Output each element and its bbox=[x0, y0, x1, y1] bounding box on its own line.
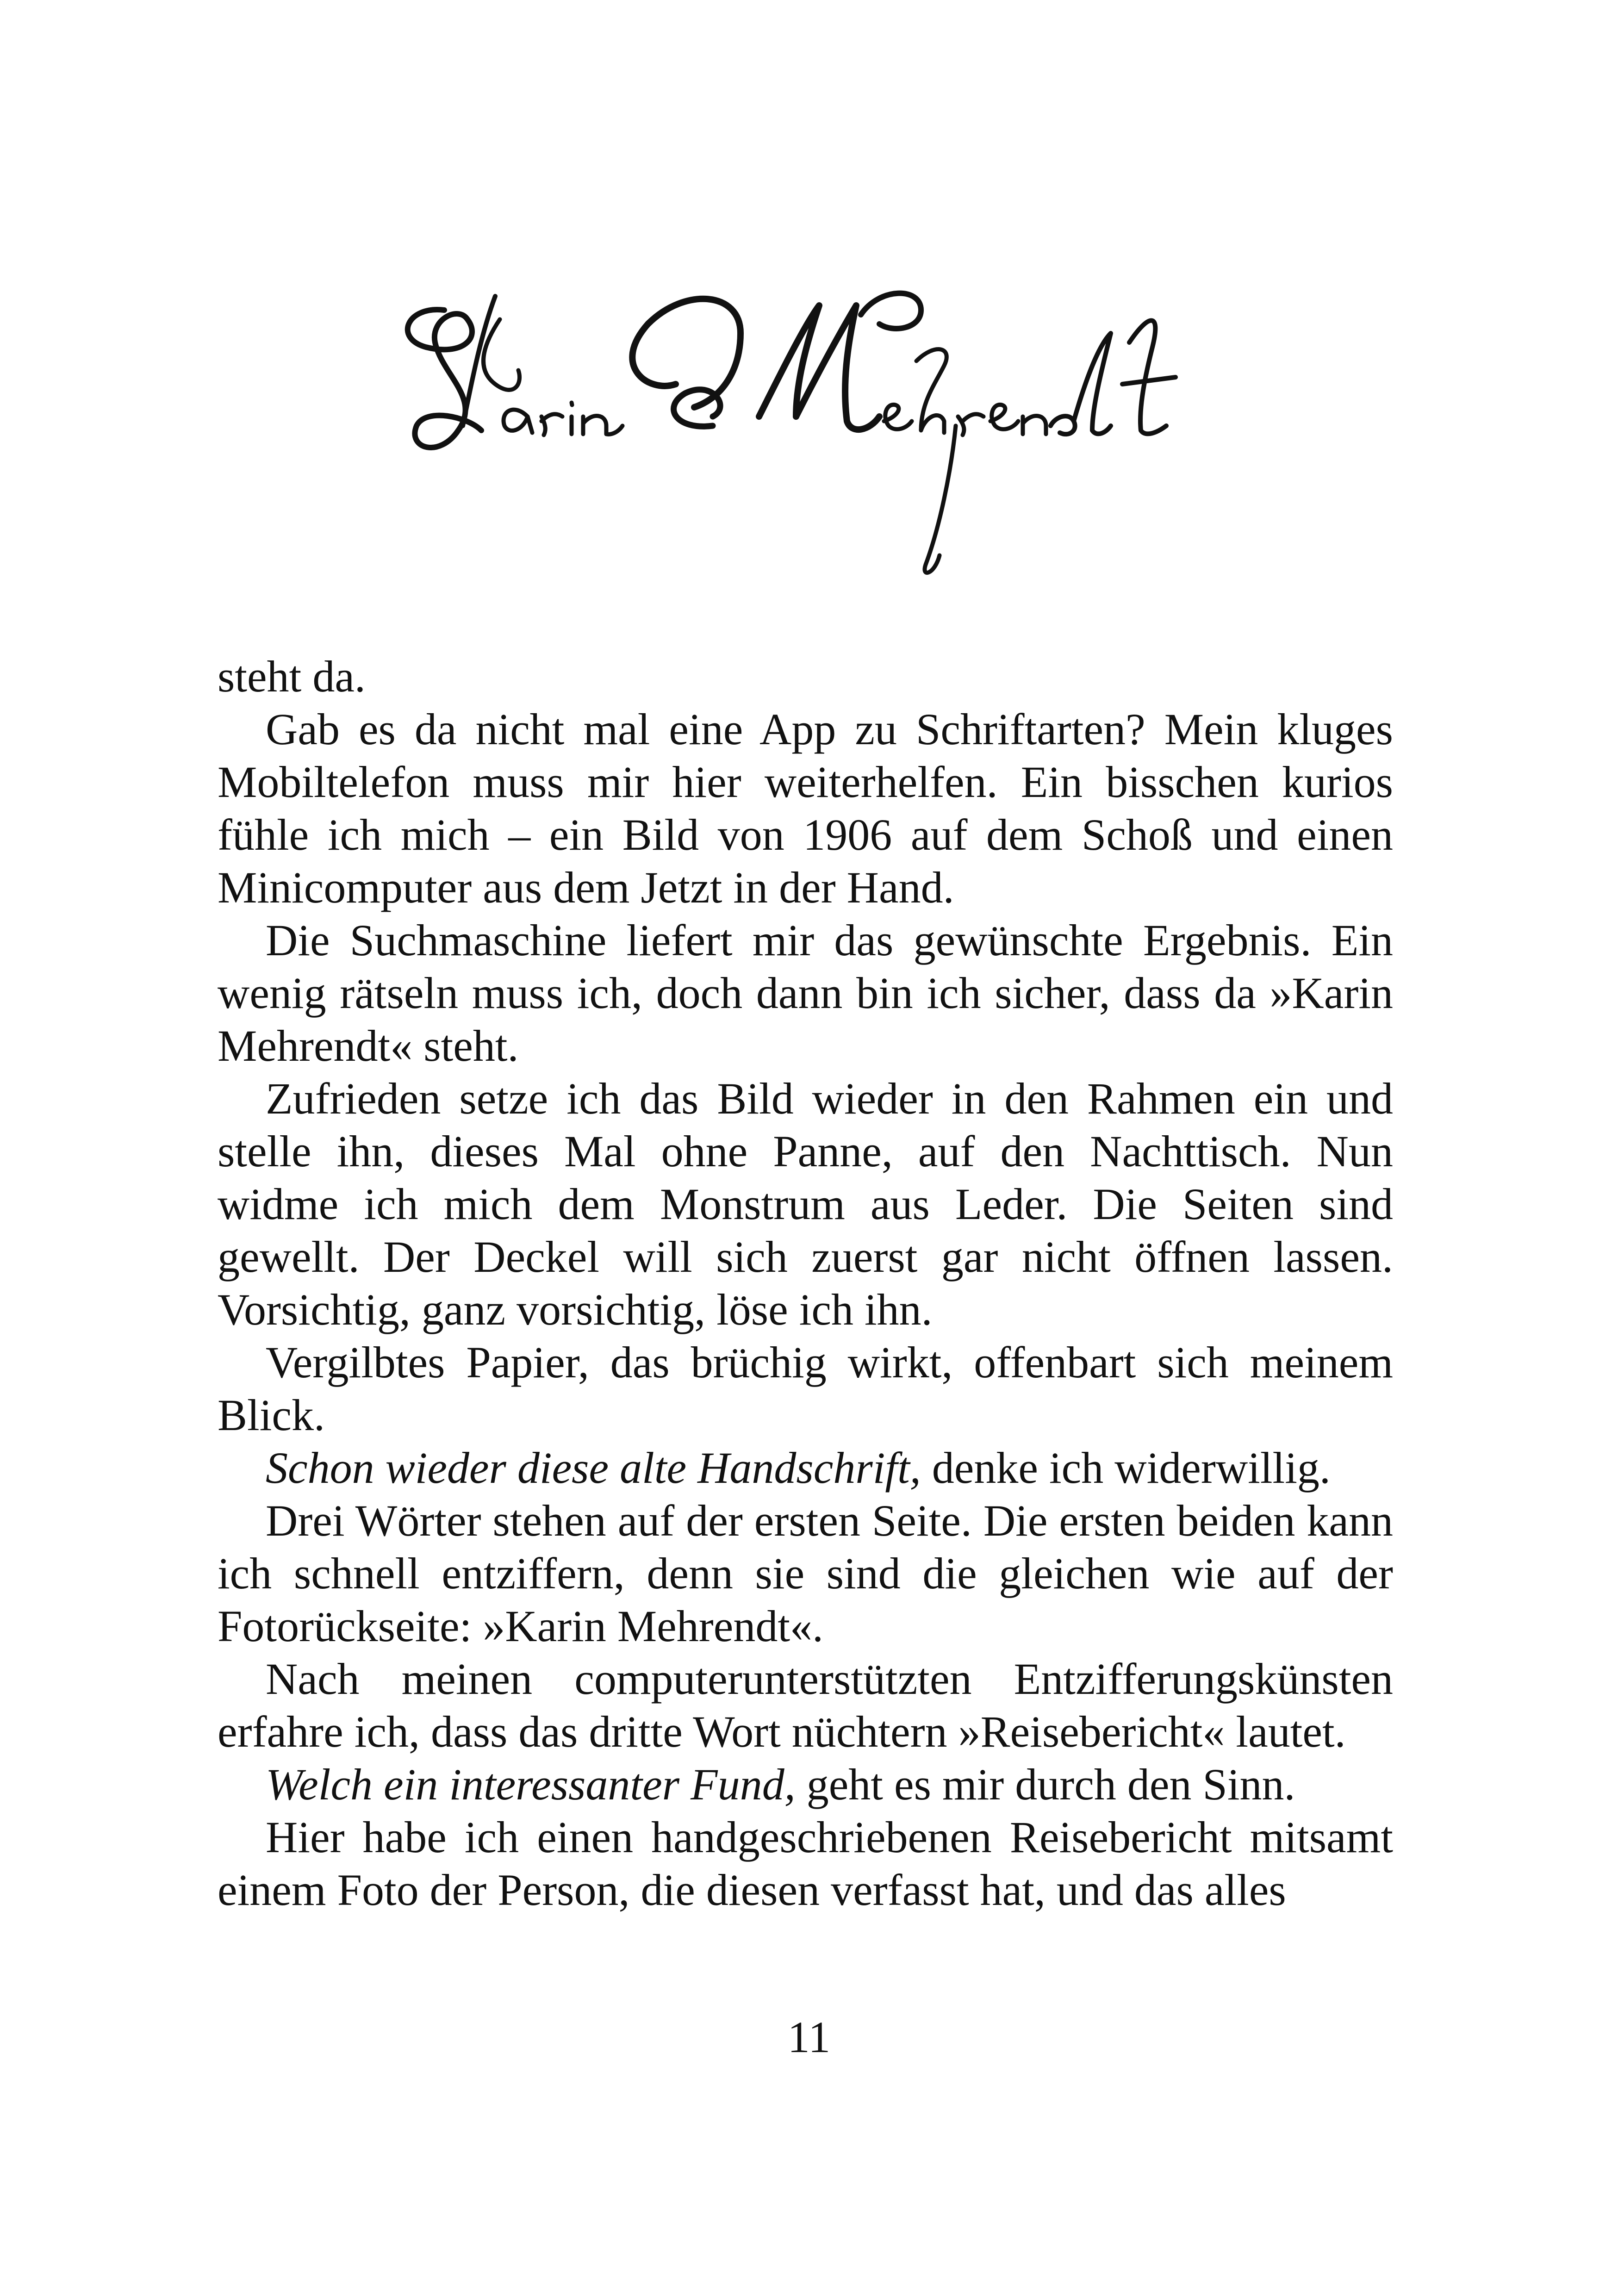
paragraph-1-text: steht da. bbox=[218, 652, 366, 701]
page-number: 11 bbox=[787, 2012, 831, 2062]
handwritten-signature bbox=[389, 278, 1268, 602]
paragraph-8-text: Nach meinen computerunterstützten Entzifferungskünsten erfahre ich, dass das dritte Wort nüchtern »Reisebericht« lautet. bbox=[218, 1654, 1393, 1756]
paragraph-5-text: Vergilbtes Papier, das brüchig wirkt, offenbart sich meinem Blick. bbox=[218, 1338, 1393, 1440]
paragraph-5 bbox=[218, 1336, 1393, 1442]
paragraph-8 bbox=[218, 1653, 1393, 1758]
paragraph-9-italic: Welch ein interessanter Fund, bbox=[266, 1760, 796, 1809]
paragraph-10 bbox=[218, 1811, 1393, 1916]
paragraph-7-text: Drei Wörter stehen auf der ersten Seite. Die ersten beiden kann ich schnell entziffern, denn sie sind die gleichen wie auf der Fotorückseite: »Karin Mehrendt«. bbox=[218, 1496, 1393, 1651]
paragraph-9-text: geht es mir durch den Sinn. bbox=[795, 1760, 1295, 1809]
paragraph-4-text: Zufrieden setze ich das Bild wieder in den Rahmen ein und stelle ihn, dieses Mal ohne Panne, auf den Nachttisch. Nun widme ich mich dem Monstrum aus Leder. Die Seiten sind gewellt. Der Deckel will sich zuerst gar nicht öffnen lassen. Vorsichtig, ganz vorsichtig, löse ich ihn. bbox=[218, 1074, 1393, 1334]
paragraph-6-text: denke ich widerwillig. bbox=[921, 1443, 1331, 1493]
paragraph-3-text: Die Suchmaschine liefert mir das gewünschte Ergebnis. Ein wenig rätseln muss ich, doch dann bin ich sicher, dass da »Karin Mehrendt« steht. bbox=[218, 915, 1393, 1070]
paragraph-3 bbox=[218, 914, 1393, 1072]
paragraph-2-text: Gab es da nicht mal eine App zu Schriftarten? Mein kluges Mobiltelefon muss mir hier weiterhelfen. Ein bisschen kurios fühle ich mich – ein Bild von 1906 auf dem Schoß und einen Minicomputer aus dem Jetzt in der Hand. bbox=[218, 704, 1393, 912]
paragraph-7 bbox=[218, 1494, 1393, 1653]
paragraph-1 bbox=[218, 650, 1393, 703]
paragraph-2 bbox=[218, 703, 1393, 914]
paragraph-10-text: Hier habe ich einen handgeschriebenen Reisebericht mitsamt einem Foto der Person, die diesen verfasst hat, und das alles bbox=[218, 1812, 1393, 1915]
signature-drawing bbox=[389, 278, 1268, 602]
paragraph-6-italic: Schon wieder diese alte Handschrift, bbox=[266, 1443, 921, 1493]
paragraph-6 bbox=[218, 1442, 1393, 1494]
paragraph-4 bbox=[218, 1072, 1393, 1336]
body-text bbox=[218, 650, 1393, 1916]
paragraph-9 bbox=[218, 1758, 1393, 1811]
